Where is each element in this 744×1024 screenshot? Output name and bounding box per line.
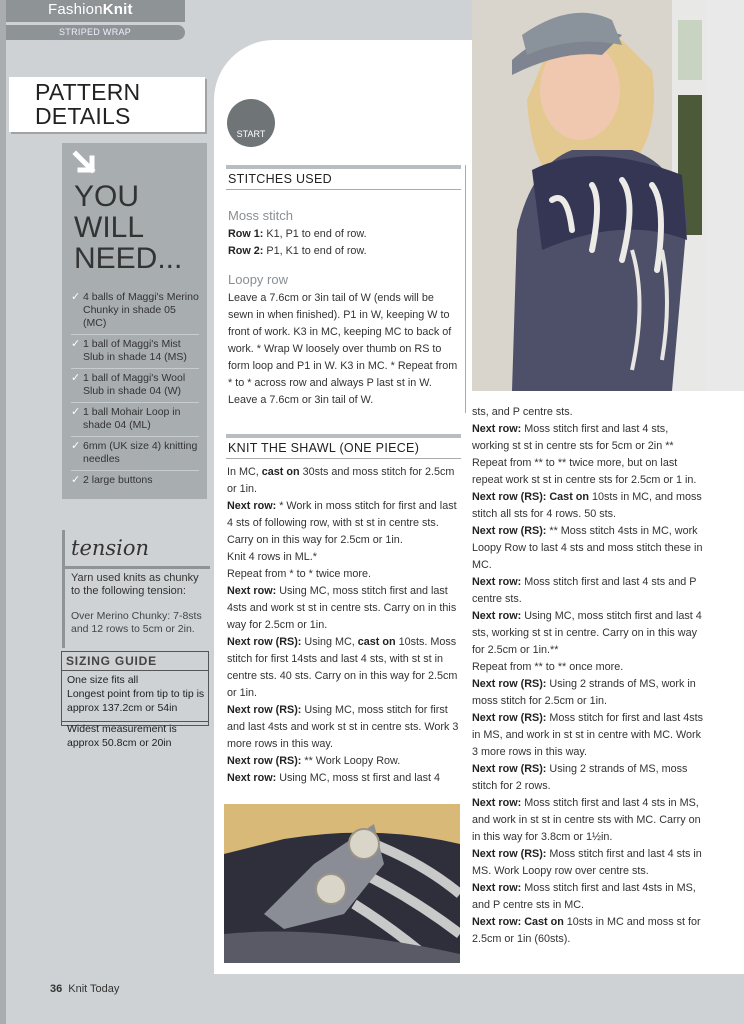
paragraph: Next row (RS): Cast on 10sts in MC, and moss stitch all sts for 4 rows. 50 sts. bbox=[472, 491, 702, 520]
you-will-need-title: YOU WILL NEED... bbox=[74, 180, 183, 275]
magazine-name: Knit Today bbox=[68, 983, 120, 995]
loopy-row-title: Loopy row bbox=[228, 272, 288, 287]
model-illustration bbox=[472, 0, 706, 391]
paragraph: Next row (RS): Using 2 strands of MS, moss stitch for 2 rows. bbox=[472, 763, 688, 792]
paragraph: sts, and P centre sts. bbox=[472, 406, 573, 418]
paragraph: Next row: Using MC, moss stitch first and last 4 sts, working st st in centre. Carry on in this way for 2.5cm or 1in.** bbox=[472, 610, 702, 656]
check-icon: ✓ bbox=[71, 474, 81, 486]
page-number: 36 bbox=[50, 983, 63, 995]
list-item: ✓ 4 balls of Maggi's Merino Chunky in shade 05 (MC) bbox=[71, 288, 199, 335]
check-icon: ✓ bbox=[71, 372, 81, 384]
paragraph: Next row (RS): Moss stitch first and last 4 sts in MS. Work Loopy row over centre sts. bbox=[472, 848, 702, 877]
tension-spec: Over Merino Chunky: 7-8sts and 12 rows to 5cm or 2in. bbox=[71, 610, 202, 635]
paragraph: Next row (RS): Using MC, moss stitch for first and last 4sts and work st st in centre sts. Work 3 more rows in this way. bbox=[227, 704, 459, 750]
list-item: ✓ 1 ball Mohair Loop in shade 04 (ML) bbox=[71, 403, 199, 437]
sizing-guide-title: SIZING GUIDE bbox=[66, 654, 157, 668]
paragraph: Next row (RS): Using 2 strands of MS, work in moss stitch for 2.5cm or 1in. bbox=[472, 678, 696, 707]
pattern-details-box bbox=[9, 77, 205, 132]
check-icon: ✓ bbox=[71, 291, 81, 303]
column-divider bbox=[465, 165, 466, 413]
list-item: ✓ 1 ball of Maggi's Mist Slub in shade 14 (MS) bbox=[71, 335, 199, 369]
sizing-row: One size fits all Longest point from tip to tip is approx 137.2cm or 54in bbox=[67, 674, 205, 714]
paragraph: Repeat from ** to ** twice more, but on last repeat work st st in centre sts for 2.5cm or 1 in. bbox=[472, 457, 697, 486]
page-spine bbox=[0, 0, 6, 1024]
page-footer bbox=[50, 983, 119, 995]
paragraph: Next row: * Work in moss stitch for first and last 4 sts of following row, with st st in centre sts. Carry on in this way for 2.5cm or 1in. bbox=[227, 500, 457, 546]
paragraph: Next row (RS): ** Work Loopy Row. bbox=[227, 755, 401, 767]
paragraph: In MC, cast on 30sts and moss stitch for 2.5cm or 1in. bbox=[227, 466, 455, 495]
paragraph: Next row (RS): ** Moss stitch 4sts in MC, work Loopy Row to last 4 sts and moss stitch these in MC. bbox=[472, 525, 703, 571]
check-icon: ✓ bbox=[71, 338, 81, 350]
pattern-details-title: PATTERN DETAILS bbox=[35, 79, 141, 129]
tension-text: Yarn used knits as chunky to the following tension: bbox=[71, 572, 199, 597]
paragraph: Next row (RS): Using MC, cast on 10sts. Moss stitch for first 14sts and last 4 sts, with st st in centre sts. 40 sts. Carry on in this way for 2.5cm or 1in. bbox=[227, 636, 458, 699]
section-label: STRIPED WRAP bbox=[59, 27, 132, 37]
paragraph: Next row: Moss stitch first and last 4 sts, working st st in centre sts for 5cm or 2in ** bbox=[472, 423, 674, 452]
tension-title: tension bbox=[71, 536, 150, 560]
loopy-row-text: Leave a 7.6cm or 3in tail of W (ends will be sewn in when finished). P1 in W, keeping W to front of work. K3 in MC, keeping MC to back of work. * Wrap W loosely over thumb on RS to form loop and P1 in W. K3 in MC. * Repeat from * to * across row and always P last st in W. Leave a 7.6cm or 3in tail of W. bbox=[228, 292, 458, 406]
button-detail-illustration bbox=[224, 804, 460, 963]
knit-shawl-header: KNIT THE SHAWL (ONE PIECE) bbox=[226, 434, 461, 459]
tension-box bbox=[62, 530, 210, 648]
window-frame-strip bbox=[706, 0, 744, 391]
stitches-used-header: STITCHES USED bbox=[226, 165, 461, 190]
you-will-need-panel bbox=[62, 143, 207, 499]
check-icon: ✓ bbox=[71, 406, 81, 418]
paragraph: Next row: Moss stitch first and last 4 sts and P centre sts. bbox=[472, 576, 697, 605]
paragraph: Repeat from ** to ** once more. bbox=[472, 661, 624, 673]
paragraph: Next row: Cast on 10sts in MC and moss st for 2.5cm or 1in (60sts). bbox=[472, 916, 701, 945]
section-tab bbox=[6, 25, 185, 40]
magazine-header bbox=[6, 0, 185, 22]
paragraph: Next row: Using MC, moss st first and last 4 bbox=[227, 772, 441, 784]
model-photo bbox=[472, 0, 706, 391]
moss-row-2: Row 2: P1, K1 to end of row. bbox=[228, 245, 367, 257]
paragraph: Next row: Using MC, moss stitch first and last 4sts and work st st in centre sts. Carry on in this way for 2.5cm or 1in. bbox=[227, 585, 457, 631]
tension-rule bbox=[65, 566, 210, 569]
divider bbox=[62, 670, 208, 671]
check-icon: ✓ bbox=[71, 440, 81, 452]
sizing-guide-box bbox=[61, 651, 209, 749]
list-item: ✓ 1 ball of Maggi's Wool Slub in shade 04 (W) bbox=[71, 369, 199, 403]
start-here-badge: START HERE! bbox=[227, 99, 275, 147]
moss-row-1: Row 1: K1, P1 to end of row. bbox=[228, 228, 367, 240]
arrow-down-right-icon bbox=[72, 150, 100, 178]
paragraph: Next row: Moss stitch first and last 4 sts in MS, and work in st st in centre sts with MC. Carry on in this way for 3.8cm or 1½in. bbox=[472, 797, 701, 843]
list-item: ✓ 6mm (UK size 4) knitting needles bbox=[71, 437, 199, 471]
pattern-continued-column bbox=[472, 404, 708, 948]
paragraph: Next row: Moss stitch first and last 4sts in MS, and P centre sts in MC. bbox=[472, 882, 696, 911]
paragraph: Repeat from * to * twice more. bbox=[227, 568, 372, 580]
stitches-used-body bbox=[228, 207, 462, 409]
button-detail-photo bbox=[224, 804, 460, 963]
sizing-row: Widest measurement is approx 50.8cm or 20in bbox=[67, 723, 177, 749]
moss-stitch-title: Moss stitch bbox=[228, 208, 294, 223]
knit-shawl-body bbox=[227, 464, 461, 787]
paragraph: Next row (RS): Moss stitch for first and last 4sts in MS, and work in st st in centre with MC. Work 3 more rows in this way. bbox=[472, 712, 703, 758]
brand-title: FashionKnit bbox=[48, 1, 133, 18]
paragraph: Knit 4 rows in ML.* bbox=[227, 551, 318, 563]
materials-list bbox=[71, 288, 199, 491]
list-item: ✓ 2 large buttons bbox=[71, 474, 153, 486]
